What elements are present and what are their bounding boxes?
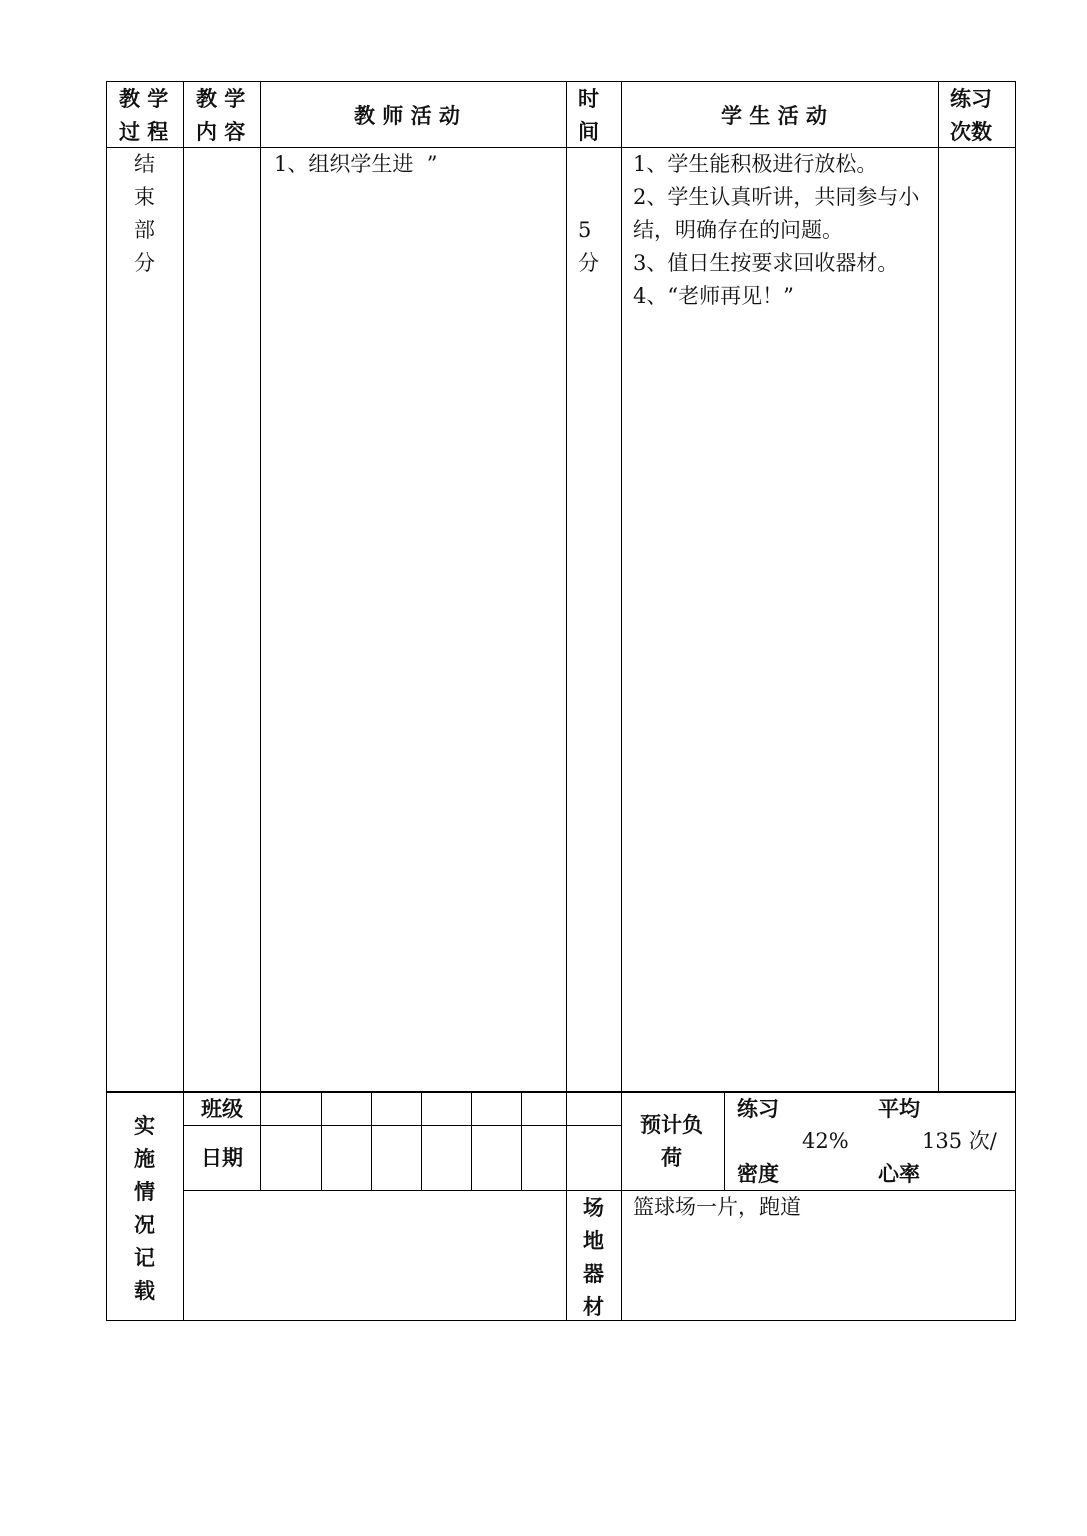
section-name-char: 分 xyxy=(134,251,155,275)
density-value xyxy=(802,1125,849,1158)
rule xyxy=(938,81,939,1092)
impl-record-char: 情 xyxy=(134,1179,155,1204)
header-practice-1: 练习 xyxy=(950,86,992,111)
rule xyxy=(1015,81,1016,1321)
header-teacher-activity: 教 师 活 动 xyxy=(354,103,460,128)
rule xyxy=(724,1092,725,1190)
rule xyxy=(621,81,622,1321)
density-label-2: 密度 xyxy=(737,1161,779,1186)
list-item: 1、学生能积极进行放松。 xyxy=(633,152,878,176)
rule xyxy=(321,1092,322,1190)
section-time-value: 5 xyxy=(578,218,592,242)
class-label: 班级 xyxy=(201,1096,243,1121)
load-label-1: 预计负 xyxy=(640,1112,703,1137)
impl-record-char: 实 xyxy=(134,1113,155,1138)
rule xyxy=(183,81,184,1321)
list-item: 3、值日生按要求回收器材。 xyxy=(633,251,899,275)
rule xyxy=(371,1092,372,1190)
density-value-text: 42% xyxy=(802,1129,849,1153)
rule xyxy=(183,1125,621,1126)
header-content-2: 内 容 xyxy=(196,119,246,144)
section-name-char: 束 xyxy=(134,185,155,209)
header-student-activity: 学 生 活 动 xyxy=(721,103,827,128)
density-label-1: 练习 xyxy=(737,1096,779,1121)
list-item: 结，明确存在的问题。 xyxy=(633,218,843,242)
header-practice-2: 次数 xyxy=(950,119,992,144)
section-time-unit: 分 xyxy=(578,251,599,275)
teacher-activity: 1、组织学生进 ” xyxy=(274,152,438,176)
impl-record-char: 载 xyxy=(134,1278,155,1303)
rule xyxy=(260,81,261,1190)
venue-value: 篮球场一片，跑道 xyxy=(633,1195,801,1219)
impl-record-char: 况 xyxy=(134,1212,155,1237)
header-time-2: 间 xyxy=(578,119,599,144)
impl-record-char: 记 xyxy=(134,1245,155,1270)
venue-label xyxy=(566,1191,621,1323)
load-label-2: 荷 xyxy=(661,1145,682,1170)
section-name-char: 部 xyxy=(134,218,155,242)
section-name-char: 结 xyxy=(134,152,155,176)
section-name xyxy=(106,148,183,280)
venue-label-char: 器 xyxy=(583,1261,604,1286)
heart-value: 135 次/ xyxy=(922,1129,997,1153)
venue-label-char: 地 xyxy=(583,1228,604,1253)
rule xyxy=(471,1092,472,1190)
header-process-1: 教 学 xyxy=(119,86,169,111)
venue-label-char: 场 xyxy=(583,1195,604,1220)
header-time-1: 时 xyxy=(578,86,599,111)
header-content-1: 教 学 xyxy=(196,86,246,111)
list-item: 4、“老师再见！” xyxy=(633,284,794,308)
impl-record-label xyxy=(106,1109,183,1307)
impl-record-char: 施 xyxy=(134,1146,155,1171)
list-item: 2、学生认真听讲，共同参与小 xyxy=(633,185,920,209)
heart-label-1: 平均 xyxy=(878,1096,920,1121)
header-process-2: 过 程 xyxy=(119,119,169,144)
rule xyxy=(421,1092,422,1190)
rule xyxy=(566,81,567,1321)
rule xyxy=(106,1320,1016,1321)
heart-label-2: 心率 xyxy=(878,1161,920,1186)
venue-label-char: 材 xyxy=(583,1294,604,1319)
rule xyxy=(521,1092,522,1190)
date-label: 日期 xyxy=(201,1145,243,1170)
